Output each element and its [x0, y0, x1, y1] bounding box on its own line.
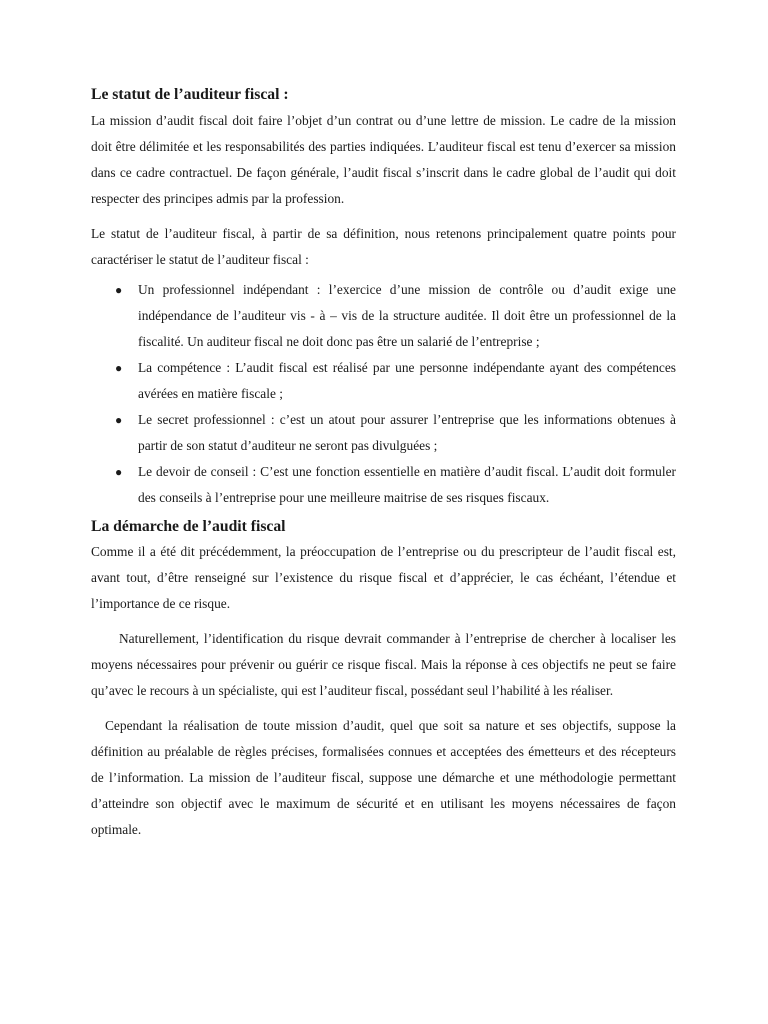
list-item — [115, 277, 676, 355]
paragraph-identification: Naturellement, l’identification du risque devrait commander à l’entreprise de chercher à localiser les moyens nécessaires pour prévenir ou guérir ce risque fiscal. Mais la réponse à ces objectifs ne peut se faire qu’avec le recours à un spécialiste, qui est l’auditeur fiscal, possédant seul l’habilité à les réaliser. — [91, 631, 676, 698]
list-item — [115, 459, 676, 511]
paragraph-preoccupation: Comme il a été dit précédemment, la préoccupation de l’entreprise ou du prescripteur de l’audit fiscal est, avant tout, d’être renseigné sur l’existence du risque fiscal et d’apprécier, le cas échéant, l’étendue et l’importance de ce risque. — [91, 544, 676, 611]
list-item-text: La compétence : L’audit fiscal est réalisé par une personne indépendante ayant des compétences avérées en matière fiscale ; — [138, 360, 676, 401]
list-item-text: Le devoir de conseil : C’est une fonction essentielle en matière d’audit fiscal. L’audit doit formuler des conseils à l’entreprise pour une meilleure maitrise de ses risques fiscaux. — [138, 464, 676, 505]
paragraph-mission: La mission d’audit fiscal doit faire l’objet d’un contrat ou d’une lettre de mission. Le cadre de la mission doit être délimitée et les responsabilités des parties indiquées. L’auditeur fiscal est tenu d’exercer sa mission dans ce cadre contractuel. De façon générale, l’audit fiscal s’inscrit dans le cadre global de l’audit qui doit respecter des principes admis par la profession. — [91, 113, 676, 206]
bullet-icon: ● — [115, 413, 123, 427]
list-item — [115, 407, 676, 459]
section-heading-demarche: La démarche de l’audit fiscal — [91, 518, 286, 535]
bullet-icon: ● — [115, 465, 123, 479]
list-item-text: Un professionnel indépendant : l’exercice d’une mission de contrôle ou d’audit exige une indépendance de l’auditeur vis - à – vis de la structure auditée. Il doit être un professionnel de la fiscalité. Un auditeur fiscal ne doit donc pas être un salarié de l’entreprise ; — [138, 282, 676, 349]
paragraph-realisation: Cependant la réalisation de toute mission d’audit, quel que soit sa nature et ses objectifs, suppose la définition au préalable de règles précises, formalisées connues et acceptées des émetteurs et des récepteurs de l’information. La mission de l’auditeur fiscal, suppose une démarche et une méthodologie permettant d’atteindre son objectif avec le maximum de sécurité et en utilisant les moyens nécessaires de façon optimale. — [91, 718, 676, 837]
section-heading-statut: Le statut de l’auditeur fiscal : — [91, 86, 289, 103]
bullet-list-points — [91, 277, 676, 511]
paragraph-statut-intro: Le statut de l’auditeur fiscal, à partir de sa définition, nous retenons principalement quatre points pour caractériser le statut de l’auditeur fiscal : — [91, 226, 676, 267]
document-page — [91, 84, 676, 843]
bullet-icon: ● — [115, 361, 123, 375]
list-item — [115, 355, 676, 407]
list-item-text: Le secret professionnel : c’est un atout pour assurer l’entreprise que les informations obtenues à partir de son statut d’auditeur ne seront pas divulguées ; — [138, 412, 676, 453]
bullet-icon: ● — [115, 283, 123, 297]
